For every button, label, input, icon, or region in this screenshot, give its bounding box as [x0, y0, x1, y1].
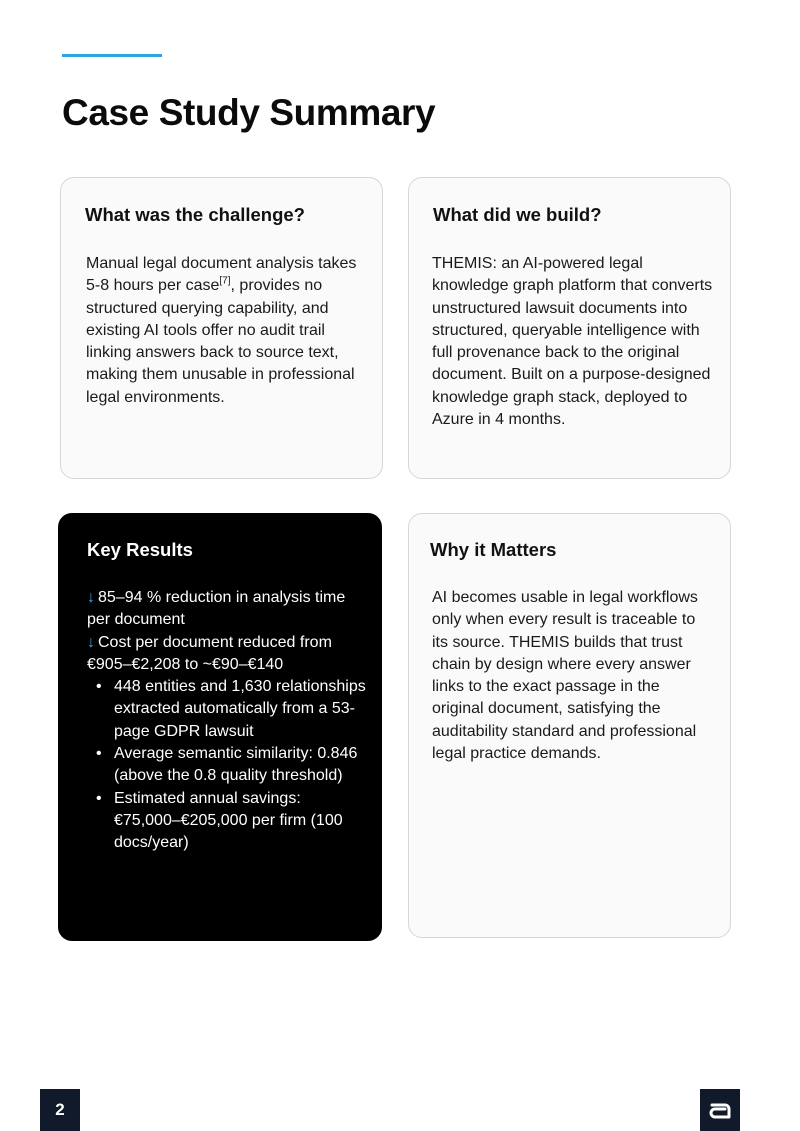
result-highlight [87, 632, 367, 677]
challenge-heading: What was the challenge? [85, 204, 305, 225]
title-accent-rule [62, 54, 162, 57]
bullet-icon: • [96, 678, 102, 696]
why-it-matters-heading: Why it Matters [430, 539, 557, 560]
result-highlight [87, 587, 367, 632]
brand-logo-icon [700, 1089, 740, 1131]
result-highlight-text: 85–94 % reduction in analysis time per document [87, 589, 346, 629]
list-item-text: 448 entities and 1,630 relationships extracted automatically from a 53-page GDPR lawsuit [114, 678, 366, 740]
list-item [96, 788, 367, 855]
result-highlight-text: Cost per document reduced from €905–€2,208 to ~€90–€140 [87, 633, 332, 673]
build-card [408, 177, 731, 479]
why-it-matters-card [408, 513, 731, 938]
page-number: 2 [40, 1089, 80, 1131]
down-arrow-icon: ↓ [87, 633, 95, 651]
key-results-heading: Key Results [87, 539, 193, 560]
results-bullet-list [96, 676, 367, 854]
list-item-text: Estimated annual savings: €75,000–€205,000 per firm (100 docs/year) [114, 789, 343, 852]
bullet-icon: • [96, 789, 102, 807]
bullet-icon: • [96, 745, 102, 763]
list-item-text: Average semantic similarity: 0.846 (above the 0.8 quality threshold) [114, 745, 358, 785]
brand-logo-glyph [707, 1100, 733, 1120]
page-title: Case Study Summary [62, 92, 436, 133]
build-heading: What did we build? [433, 204, 602, 225]
challenge-card [60, 177, 383, 479]
list-item [96, 743, 367, 788]
citation-reference: [7] [219, 275, 231, 287]
challenge-text-end: , provides no structured querying capability, and existing AI tools offer no audit trail linking answers back to source text, making them unusable in professional legal environments. [86, 277, 355, 406]
challenge-body [86, 253, 364, 409]
build-body: THEMIS: an AI-powered legal knowledge graph platform that converts unstructured lawsuit documents into structured, queryable intelligence with full provenance back to the original document. Built on a purpose-designed knowledge graph stack, deployed to Azure in 4 months. [432, 255, 713, 429]
down-arrow-icon: ↓ [87, 589, 95, 606]
list-item [96, 676, 367, 743]
challenge-text-start: Manual legal document analysis takes 5-8 hours per case [86, 255, 357, 295]
why-it-matters-body: AI becomes usable in legal workflows only when every result is traceable to its source. THEMIS builds that trust chain by design where every answer links to the exact passage in the original document, satisfying the auditability standard and professional legal practice demands. [432, 589, 698, 763]
key-results-body [87, 587, 367, 855]
key-results-card [58, 513, 382, 941]
